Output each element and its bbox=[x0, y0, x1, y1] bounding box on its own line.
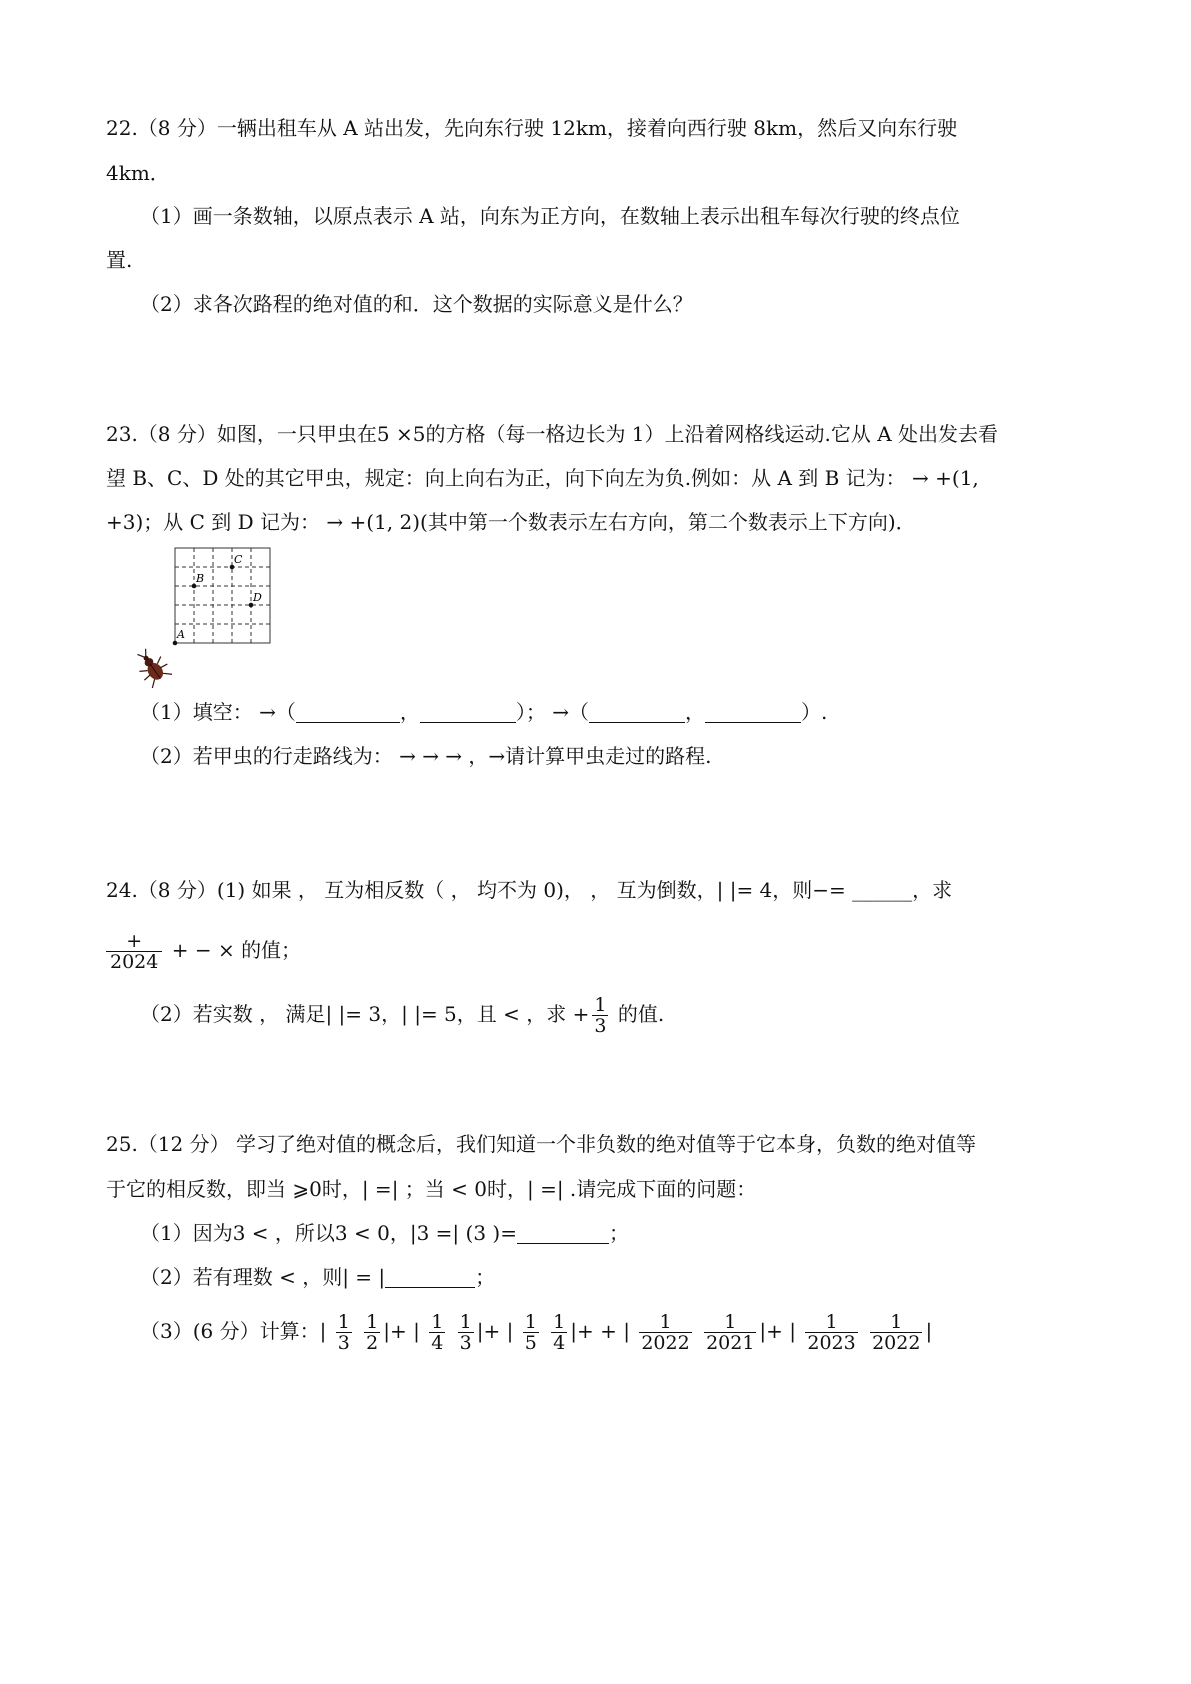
fraction: $\frac{1}{2022}$ bbox=[872, 1311, 921, 1354]
q22-part-2: （2）求各次路程的绝对值的和．这个数据的实际意义是什么？ bbox=[140, 292, 693, 316]
fraction: $\frac{1}{3}$ bbox=[594, 994, 607, 1037]
q22-part-1-cont: 置. bbox=[106, 248, 133, 272]
fraction: $\frac{1}{2021}$ bbox=[706, 1311, 755, 1354]
fraction: $\frac{1}{3}$ bbox=[459, 1311, 472, 1354]
answer-blank[interactable] bbox=[589, 700, 685, 723]
q25-line-1: 25.（12 分） 学习了绝对值的概念后，我们知道一个非负数的绝对值等于它本身，负数的绝对值等 bbox=[106, 1132, 976, 1156]
q25-part-1: （1）因为3 < ，所以3 < 0，|3 =| (3 )= ； bbox=[140, 1221, 629, 1245]
answer-blank[interactable] bbox=[517, 1221, 609, 1244]
q23-line-3: +3)；从 C 到 D 记为： → +(1, 2)(其中第一个数表示左右方向，第二个数表示上下方向)． bbox=[106, 510, 916, 534]
q22-line-1: 22.（8 分）一辆出租车从 A 站出发，先向东行驶 12km，接着向西行驶 8km，然后又向东行驶 bbox=[106, 116, 958, 140]
grid-label-c: C bbox=[234, 553, 243, 566]
answer-blank[interactable] bbox=[705, 700, 801, 723]
fraction: $\frac{1}{4}$ bbox=[431, 1311, 444, 1354]
q23-part-1: （1）填空： →（ ， ）； →（ ， ）. bbox=[140, 700, 828, 724]
answer-blank[interactable] bbox=[420, 700, 516, 723]
fraction: $\frac{1}{3}$ bbox=[337, 1311, 350, 1354]
answer-blank[interactable] bbox=[296, 700, 400, 723]
q25-line-2: 于它的相反数，即当 ⩾0时，| =| ；当 < 0时，| =| .请完成下面的问题： bbox=[106, 1177, 757, 1201]
q23-line-1: 23.（8 分）如图，一只甲虫在5 ×5的方格（每一格边长为 1）上沿着网格线运动.它从 A 处出发去看 bbox=[106, 422, 999, 446]
beetle-grid-figure bbox=[135, 540, 285, 690]
fraction: $\frac{1}{4}$ bbox=[553, 1311, 566, 1354]
q22-part-1: （1）画一条数轴，以原点表示 A 站，向东为正方向，在数轴上表示出租车每次行驶的终点位 bbox=[140, 204, 960, 228]
grid-label-d: D bbox=[253, 591, 262, 604]
grid-label-b: B bbox=[196, 572, 205, 585]
fraction: $\frac{1}{2023}$ bbox=[807, 1311, 856, 1354]
q24-line-1: 24.（8 分）(1) 如果 ， 互为相反数（ ， 均不为 0)， ， 互为倒数，| |= 4，则−= ______，求 bbox=[106, 878, 953, 902]
fraction: $\frac{1}{2022}$ bbox=[641, 1311, 690, 1354]
beetle-icon bbox=[135, 644, 174, 690]
fraction: $\frac{+}{2024}$ bbox=[106, 931, 162, 972]
q23-line-2: 望 B、C、D 处的其它甲虫，规定：向上向右为正，向下向左为负.例如：从 A 到 B 记为： → +(1, bbox=[106, 466, 979, 490]
q23-part-2: （2）若甲虫的行走路线为： → → → ，→请计算甲虫走过的路程. bbox=[140, 744, 712, 768]
q25-part-2: （2）若有理数 < ，则| = | ； bbox=[140, 1265, 496, 1289]
grid-label-a: A bbox=[177, 628, 185, 641]
fraction: $\frac{1}{2}$ bbox=[366, 1311, 379, 1354]
q22-line-2: 4km． bbox=[106, 161, 170, 185]
q24-part-2: （2）若实数 ， 满足| |= 3，| |= 5，且 < ，求 + $\frac{1}{3}$ 的值. bbox=[140, 994, 665, 1037]
fraction: $\frac{1}{5}$ bbox=[524, 1311, 537, 1354]
answer-blank[interactable] bbox=[385, 1265, 475, 1288]
q24-line-2: $\frac{+}{2024}$ + − × 的值； bbox=[106, 930, 301, 970]
q25-part-3: （3）(6 分）计算：| $\frac{1}{3}$ $\frac{1}{2}$ |+ | $\frac{1}{4}$ $\frac{1}{3}$ |+ | $\frac{1}{5}$ $\frac{1}{4}$ |+ + | $\frac{1}{2022}$ $\frac{1}{2021}$ |+ | $\frac{1}{2023}$ $\frac{1}{2022}$ | bbox=[140, 1311, 933, 1354]
